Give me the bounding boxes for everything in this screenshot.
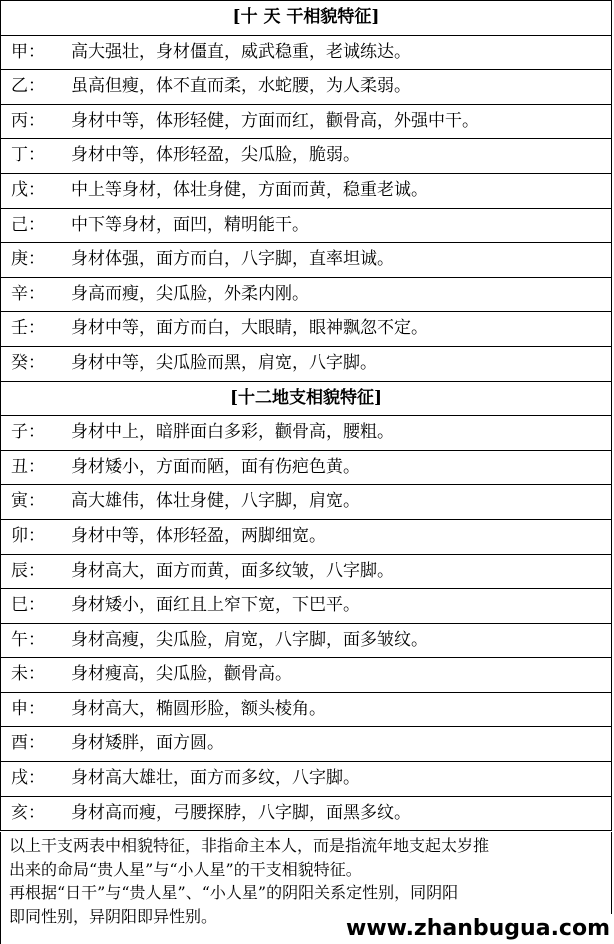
branch-name: 子： (11, 422, 45, 443)
stem-description: 身高而瘦，尖瓜脸，外柔内刚。 (71, 283, 309, 304)
branch-row (1, 520, 611, 555)
stem-name: 乙： (11, 76, 45, 97)
site-watermark: www.zhanbugua.com (346, 914, 614, 944)
branch-row (1, 658, 611, 693)
stem-description: 身材中等，体形轻健，方面而红，颧骨高，外强中干。 (71, 110, 479, 131)
stem-description: 中下等身材，面凹，精明能干。 (71, 214, 309, 235)
branch-description: 身材中上，暗胖面白多彩，颧骨高，腰粗。 (71, 422, 394, 443)
branch-name: 寅： (11, 491, 45, 512)
stems-table-title: [十 天 干相貌特征] (1, 1, 611, 36)
stems-list (1, 36, 611, 382)
branch-description: 身材矮小，面红且上窄下宽，下巴平。 (71, 595, 360, 616)
branch-name: 亥： (11, 802, 45, 823)
branches-list (1, 416, 611, 831)
branch-name: 午： (11, 629, 45, 650)
stem-name: 丙： (11, 110, 45, 131)
note-line: 再根据“日干”与“贵人星”、“小人星”的阴阳关系定性别，同阴阳 (9, 883, 459, 902)
branch-row (1, 762, 611, 797)
stem-row (1, 36, 611, 71)
stem-description: 身材中等，体形轻盈，尖瓜脸，脆弱。 (71, 145, 360, 166)
stem-row (1, 243, 611, 278)
branch-row (1, 727, 611, 762)
stem-description: 身材体强，面方而白，八字脚，直率坦诚。 (71, 249, 394, 270)
stem-name: 庚： (11, 249, 45, 270)
stem-row (1, 139, 611, 174)
branch-description: 身材瘦高，尖瓜脸，颧骨高。 (71, 664, 292, 685)
stem-name: 戊： (11, 179, 45, 200)
stem-name: 己： (11, 214, 45, 235)
stem-description: 身材中等，尖瓜脸而黑，肩宽，八字脚。 (71, 352, 377, 373)
branch-row (1, 589, 611, 624)
stem-row (1, 278, 611, 313)
branch-description: 身材高瘦，尖瓜脸，肩宽，八字脚，面多皱纹。 (71, 629, 428, 650)
branch-row (1, 451, 611, 486)
branch-description: 身材中等，体形轻盈，两脚细宽。 (71, 525, 326, 546)
branch-row (1, 624, 611, 659)
branch-description: 身材矮胖，面方圆。 (71, 733, 224, 754)
branch-name: 申： (11, 698, 45, 719)
stem-description: 高大强壮，身材僵直，威武稳重，老诚练达。 (71, 41, 411, 62)
branch-description: 身材矮小，方面而陋，面有伤疤色黄。 (71, 456, 360, 477)
stem-row (1, 209, 611, 244)
stem-name: 辛： (11, 283, 45, 304)
branch-row (1, 555, 611, 590)
branch-name: 戌： (11, 768, 45, 789)
branches-table-title: [十二地支相貌特征] (1, 382, 611, 417)
stem-row (1, 105, 611, 140)
stem-row (1, 347, 611, 382)
branch-name: 酉： (11, 733, 45, 754)
branch-name: 辰： (11, 560, 45, 581)
note-line: 即同性别，异阴阳即异性别。 (9, 906, 218, 926)
branch-description: 身材高大，面方而黄，面多纹皱，八字脚。 (71, 560, 394, 581)
branch-description: 高大雄伟，体壮身健，八字脚，肩宽。 (71, 491, 360, 512)
branch-name: 丑： (11, 456, 45, 477)
stem-description: 中上等身材，体壮身健，方面而黄，稳重老诚。 (71, 179, 428, 200)
branch-row (1, 693, 611, 728)
branch-name: 巳： (11, 595, 45, 616)
stem-description: 虽高但瘦，体不直而柔，水蛇腰，为人柔弱。 (71, 76, 411, 97)
branch-description: 身材高大雄壮，面方而多纹，八字脚。 (71, 768, 360, 789)
note-line: 出来的命局“贵人星”与“小人星”的干支相貌特征。 (9, 859, 362, 879)
stem-name: 壬： (11, 318, 45, 339)
stem-name: 癸： (11, 352, 45, 373)
branch-description: 身材高而瘦，弓腰探脖，八字脚，面黑多纹。 (71, 802, 411, 823)
branch-name: 未： (11, 664, 45, 685)
branch-row (1, 485, 611, 520)
stem-description: 身材中等，面方而白，大眼睛，眼神飘忽不定。 (71, 318, 428, 339)
stem-row (1, 70, 611, 105)
stem-name: 甲： (11, 41, 45, 62)
branch-description: 身材高大，椭圆形脸，额头棱角。 (71, 698, 326, 719)
branch-name: 卯： (11, 525, 45, 546)
note-line: 以上干支两表中相貌特征，非指命主本人，而是指流年地支起太岁推 (9, 836, 490, 855)
stem-row (1, 174, 611, 209)
stem-name: 丁： (11, 145, 45, 166)
branch-row (1, 797, 611, 832)
branch-row (1, 416, 611, 451)
stem-row (1, 312, 611, 347)
